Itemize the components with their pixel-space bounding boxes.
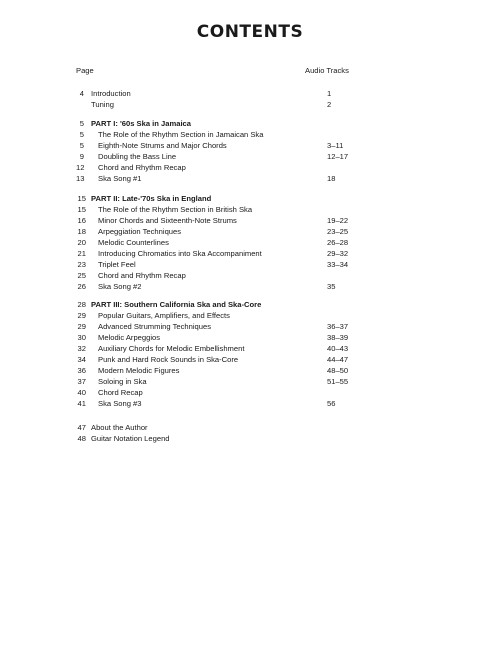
toc-entry	[0, 129, 500, 140]
toc-entry-title: Introducing Chromatics into Ska Accompaniment	[98, 249, 262, 258]
toc-entry-title: Chord and Rhythm Recap	[98, 163, 186, 172]
audio-tracks-column-header: Audio Tracks	[305, 66, 349, 75]
toc-page-number: 37	[77, 377, 86, 386]
toc-audio-tracks: 44–47	[327, 355, 349, 364]
toc-page-number: 40	[77, 388, 86, 397]
toc-audio-tracks: 26–28	[327, 238, 349, 247]
toc-entry-title: The Role of the Rhythm Section in British Ska	[98, 205, 253, 214]
toc-entry-title: The Role of the Rhythm Section in Jamaican Ska	[98, 130, 264, 139]
toc-entry-title: Triplet Feel	[98, 260, 136, 269]
toc-entry	[0, 281, 500, 292]
toc-entry	[0, 387, 500, 398]
toc-entry	[0, 151, 500, 162]
toc-entry-title: PART III: Southern California Ska and Ska-Core	[91, 300, 262, 309]
toc-entry	[0, 398, 500, 409]
toc-audio-tracks: 1	[327, 89, 332, 98]
toc-entry	[0, 433, 500, 444]
toc-entry-title: Introduction	[91, 89, 131, 98]
toc-entry-title: Ska Song #2	[98, 282, 142, 291]
toc-entry-title: Arpeggiation Techniques	[98, 227, 182, 236]
toc-audio-tracks: 48–50	[327, 366, 349, 375]
toc-entry-title: Eighth-Note Strums and Major Chords	[98, 141, 227, 150]
toc-entry-title: Soloing in Ska	[98, 377, 147, 386]
toc-page-number: 5	[79, 141, 84, 150]
toc-part-heading	[0, 299, 500, 310]
toc-page-number: 36	[77, 366, 86, 375]
toc-page-number: 15	[77, 205, 86, 214]
toc-entry-title: Melodic Counterlines	[98, 238, 169, 247]
toc-page-number: 29	[77, 311, 86, 320]
toc-audio-tracks: 18	[327, 174, 336, 183]
toc-page-number: 25	[77, 271, 86, 280]
toc-entry-title: Guitar Notation Legend	[91, 434, 170, 443]
toc-audio-tracks: 2	[327, 100, 332, 109]
toc-entry	[0, 173, 500, 184]
toc-entry	[0, 237, 500, 248]
toc-entry	[0, 343, 500, 354]
toc-entry	[0, 99, 500, 110]
toc-entry	[0, 88, 500, 99]
toc-audio-tracks: 38–39	[327, 333, 349, 342]
toc-entry	[0, 140, 500, 151]
toc-entry-title: Minor Chords and Sixteenth-Note Strums	[98, 216, 237, 225]
toc-page-number: 4	[79, 89, 84, 98]
toc-entry	[0, 248, 500, 259]
toc-page-number: 5	[79, 130, 84, 139]
toc-entry	[0, 310, 500, 321]
toc-audio-tracks: 40–43	[327, 344, 349, 353]
toc-page-number: 16	[77, 216, 86, 225]
toc-page-number: 28	[77, 300, 86, 309]
toc-page-number: 32	[77, 344, 86, 353]
toc-entry-title: Chord and Rhythm Recap	[98, 271, 186, 280]
toc-entry-title: Ska Song #3	[98, 399, 142, 408]
toc-entry	[0, 204, 500, 215]
toc-entry	[0, 365, 500, 376]
page-title: CONTENTS	[196, 22, 304, 42]
toc-entry-title: Modern Melodic Figures	[98, 366, 180, 375]
toc-part-heading	[0, 193, 500, 204]
toc-page-number: 47	[77, 423, 86, 432]
toc-audio-tracks: 51–55	[327, 377, 349, 386]
toc-audio-tracks: 56	[327, 399, 336, 408]
toc-entry	[0, 270, 500, 281]
toc-page-number: 20	[77, 238, 86, 247]
toc-page-number: 18	[77, 227, 86, 236]
toc-entry-title: About the Author	[91, 423, 148, 432]
toc-entry	[0, 332, 500, 343]
toc-entry	[0, 215, 500, 226]
toc-entry-title: Tuning	[91, 100, 114, 109]
toc-entry	[0, 321, 500, 332]
toc-audio-tracks: 33–34	[327, 260, 349, 269]
toc-page-number: 13	[76, 174, 85, 183]
toc-entry-title: Advanced Strumming Techniques	[98, 322, 211, 331]
toc-page-number: 12	[76, 163, 85, 172]
toc-entry-title: PART I: '60s Ska in Jamaica	[91, 119, 192, 128]
toc-page-number: 29	[77, 322, 86, 331]
toc-entry-title: Melodic Arpeggios	[98, 333, 161, 342]
toc-page-number: 15	[77, 194, 86, 203]
toc-entry	[0, 259, 500, 270]
toc-entry-title: Punk and Hard Rock Sounds in Ska-Core	[98, 355, 239, 364]
toc-page-number: 5	[79, 119, 84, 128]
toc-page-number: 26	[77, 282, 86, 291]
toc-page-number: 41	[77, 399, 86, 408]
toc-entry	[0, 354, 500, 365]
toc-entry-title: Auxiliary Chords for Melodic Embellishment	[98, 344, 245, 353]
toc-page-number: 9	[79, 152, 84, 161]
toc-entry	[0, 226, 500, 237]
toc-page-number: 48	[77, 434, 86, 443]
toc-entry-title: Doubling the Bass Line	[98, 152, 177, 161]
toc-entry-title: Popular Guitars, Amplifiers, and Effects	[98, 311, 230, 320]
toc-audio-tracks: 35	[327, 282, 336, 291]
toc-entry	[0, 162, 500, 173]
toc-entry-title: Ska Song #1	[98, 174, 142, 183]
page-column-header: Page	[76, 66, 94, 75]
toc-entry	[0, 376, 500, 387]
toc-audio-tracks: 12–17	[327, 152, 349, 161]
toc-part-heading	[0, 118, 500, 129]
toc-entry-title: PART II: Late-'70s Ska in England	[91, 194, 212, 203]
toc-audio-tracks: 29–32	[327, 249, 349, 258]
toc-audio-tracks: 36–37	[327, 322, 349, 331]
toc-entry	[0, 422, 500, 433]
toc-audio-tracks: 3–11	[327, 141, 344, 150]
toc-entry-title: Chord Recap	[98, 388, 143, 397]
toc-page-number: 30	[77, 333, 86, 342]
toc-page-number: 34	[77, 355, 86, 364]
toc-page-number: 23	[77, 260, 86, 269]
toc-audio-tracks: 19–22	[327, 216, 349, 225]
toc-page-number: 21	[77, 249, 86, 258]
toc-audio-tracks: 23–25	[327, 227, 349, 236]
